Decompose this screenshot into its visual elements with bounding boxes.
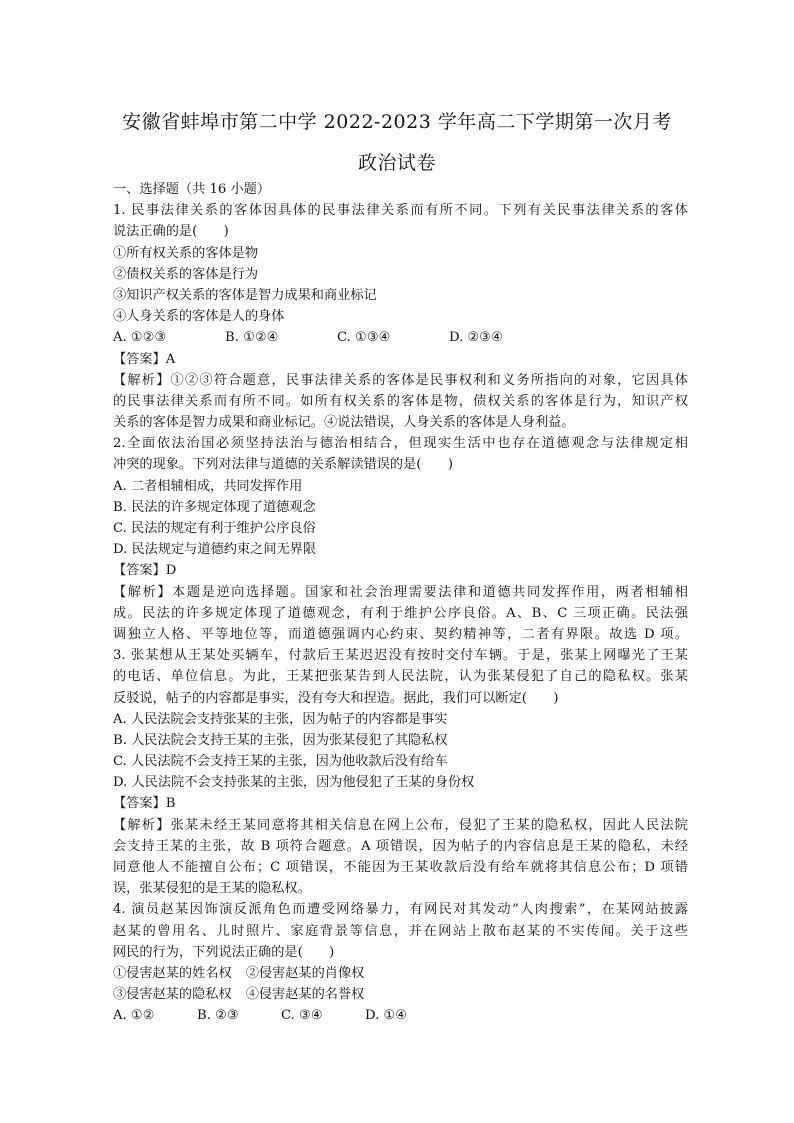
option-d: D. ①④ — [365, 1008, 408, 1024]
option-c: C. ③④ — [281, 1008, 323, 1024]
analysis-line: 的民事法律关系而有所不同。如所有权关系的客体是物，债权关系的客体是行为，知识产权 — [113, 393, 688, 409]
analysis-line: 【解析】本题是逆向选择题。国家和社会治理需要法律和道德共同发挥作用，两者相辅相 — [113, 584, 688, 600]
option-a: A. 二者相辅相成，共同发挥作用 — [113, 478, 303, 494]
page-title: 安徽省蚌埠市第二中学 2022-2023 学年高二下学期第一次月考 — [122, 111, 672, 133]
page-subtitle: 政治试卷 — [357, 152, 436, 174]
option-b: B. 人民法院会支持王某的主张，因为张某侵犯了其隐私权 — [113, 732, 448, 748]
option-d: D. 人民法院不会支持张某的主张，因为他侵犯了王某的身份权 — [113, 775, 475, 791]
option-c: C. 民法的规定有利于维护公序良俗 — [113, 521, 316, 536]
answer-options — [113, 1005, 688, 1026]
question-3 — [113, 645, 688, 899]
analysis-line: 同意他人不能擅自公布；C 项错误，不能因为王某收款后没有给车就将其信息公布；D 项错 — [113, 860, 688, 875]
option-b: B. ①②④ — [225, 330, 279, 346]
exam-content — [113, 179, 688, 1027]
option-a: A. ①②③ — [113, 330, 167, 346]
statement-item: ①所有权关系的客体是物 — [113, 245, 259, 261]
option-b: B. ②③ — [197, 1008, 239, 1024]
statement-item: ③知识产权关系的客体是智力成果和商业标记 — [113, 287, 377, 303]
analysis-line: 【解析】①②③符合题意，民事法律关系的客体是民事权利和义务所指向的对象，它因具体 — [113, 372, 688, 388]
option-c: C. 人民法院不会支持王某的主张，因为他收款后没有给车 — [113, 754, 448, 770]
statement-item: ②侵害赵某的肖像权 — [245, 965, 365, 981]
question-stem-line: 3. 张某想从王某处买辆车，付款后王某迟迟没有按时交付车辆。于是，张某上网曝光了王某 — [113, 648, 688, 664]
question-stem-line: 1. 民事法律关系的客体因具体的民事法律关系而有所不同。下列有关民事法律关系的客体 — [113, 203, 688, 219]
question-stem-line: 冲突的现象。下列对法律与道德的关系解读错误的是( ) — [113, 457, 453, 473]
statement-item: ③侵害赵某的隐私权 — [113, 987, 232, 1003]
analysis-line: 【解析】张某未经王某同意将其相关信息在网上公布，侵犯了王某的隐私权，因此人民法院 — [113, 817, 688, 833]
option-d: D. ②③④ — [449, 330, 503, 346]
option-b: B. 民法的许多规定体现了道德观念 — [113, 499, 316, 515]
question-stem-line: 4. 演员赵某因饰演反派角色而遭受网络暴力，有网民对其发动“人肉搜索”，在某网站披露 — [113, 902, 688, 918]
answer-line: 【答案】A — [113, 351, 176, 367]
option-a: A. ①② — [113, 1008, 155, 1024]
question-stem-line: 2.全面依法治国必须坚持法治与德治相结合，但现实生活中也存在道德观念与法律规定相 — [113, 436, 688, 452]
question-stem-line: 说法正确的是( ) — [113, 224, 229, 240]
statement-item: ④人身关系的客体是人的身体 — [113, 309, 285, 325]
question-stem-line: 赵某的曾用名、儿时照片、家庭背景等信息，并在网站上散布赵某的不实传闻。关于这些 — [113, 923, 688, 939]
analysis-line: 误，张某侵犯的是王某的隐私权。 — [113, 881, 311, 897]
question-stem-line: 网民的行为，下列说法正确的是( ) — [113, 944, 335, 960]
question-2 — [113, 433, 688, 645]
question-4 — [113, 899, 688, 1026]
statement-item: ④侵害赵某的名誉权 — [245, 987, 365, 1003]
statement-row — [113, 963, 688, 984]
answer-options — [113, 327, 688, 348]
question-1 — [113, 200, 688, 433]
question-stem-line: 反驳说，帖子的内容都是事实，没有夸大和捏造。据此，我们可以断定( ) — [113, 690, 559, 706]
question-stem-line: 的电话、单位信息。为此，王某把张某告到人民法院，认为张某侵犯了自己的隐私权。张某 — [113, 669, 688, 685]
statement-row — [113, 984, 688, 1005]
answer-line: 【答案】B — [113, 796, 176, 812]
section-heading: 一、选择题（共 16 小题） — [113, 182, 271, 197]
answer-line: 【答案】D — [113, 563, 177, 579]
analysis-line: 调独立人格、平等地位等，而道德强调内心约束、契约精神等，二者有界限。故选 D 项。 — [113, 626, 688, 642]
analysis-line: 成。民法的许多规定体现了道德观念，有利于维护公序良俗。A、B、C 三项正确。民法强 — [113, 605, 688, 621]
analysis-line: 关系的客体是智力成果和商业标记。④说法错误，人身关系的客体是人身利益。 — [113, 415, 575, 431]
option-a: A. 人民法院会支持张某的主张，因为帖子的内容都是事实 — [113, 711, 448, 727]
statement-item: ①侵害赵某的姓名权 — [113, 965, 232, 981]
statement-item: ②债权关系的客体是行为 — [113, 266, 259, 282]
analysis-line: 会支持王某的主张，故 B 项符合题意。A 项错误，因为帖子的内容信息是王某的隐私，未经 — [113, 838, 688, 854]
option-d: D. 民法规定与道德约束之间无界限 — [113, 542, 317, 558]
option-c: C. ①③④ — [337, 330, 391, 346]
